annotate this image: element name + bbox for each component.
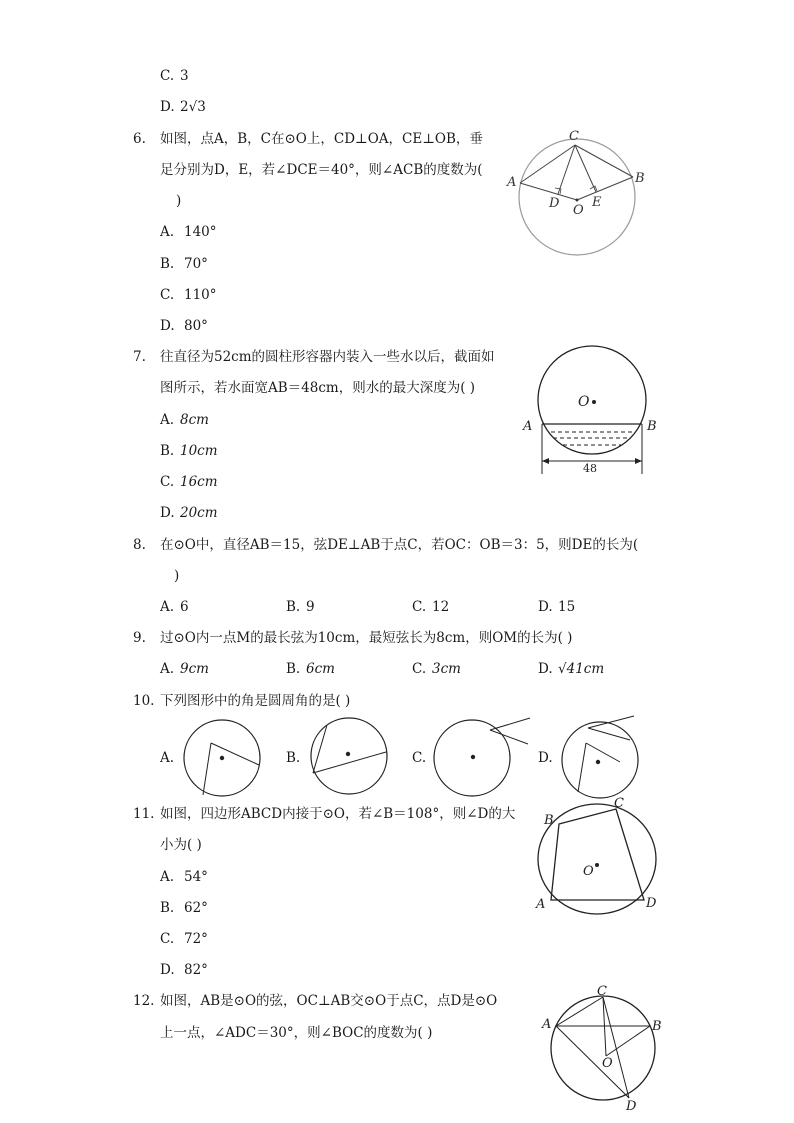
q6-right-angle-e (590, 186, 597, 191)
q12-label-b: B (652, 1019, 662, 1034)
q6-stem-line2: 足分别为D，E，若∠DCE＝40°，则∠ACB的度数为( (160, 162, 483, 178)
q7-number: 7. (133, 349, 146, 365)
q11-stem-line1: 如图，四边形ABCD内接于⊙O，若∠B＝108°，则∠D的大 (160, 806, 516, 822)
q10-stem-line1: 下列图形中的角是圆周角的是( ) (160, 693, 351, 709)
q6-option-c-value: 110° (184, 287, 217, 303)
q9-option-c-value: 3cm (432, 661, 461, 677)
q7-label-o: O (578, 394, 590, 410)
q11-stem-line2: 小为( ) (160, 837, 202, 853)
q10c-ray2 (490, 730, 528, 744)
q12-stem-line1: 如图，AB是⊙O的弦，OC⊥AB交⊙O于点C，点D是⊙O (160, 993, 498, 1009)
q7-option-d-value: 20cm (180, 505, 218, 521)
q6-option-b-letter: B. (160, 256, 175, 272)
q11-label-b: B (544, 813, 554, 828)
q5-option-d-value: 2√3 (180, 99, 206, 115)
q10b-center-dot (346, 752, 350, 756)
q6-label-c: C (569, 129, 579, 144)
q5-option-c-value: 3 (180, 68, 189, 84)
q7-option-c-letter: C. (160, 474, 175, 490)
q9-option-b-value: 6cm (306, 661, 335, 677)
q9-stem-line1: 过⊙O内一点M的最长弦为10cm，最短弦长为8cm，则OM的长为( ) (160, 630, 573, 646)
q11-figure (530, 795, 670, 915)
q7-option-a-letter: A. (160, 412, 175, 428)
q9-option-a-value: 9cm (180, 661, 209, 677)
q6-option-c-letter: C. (160, 287, 175, 303)
q11-number: 11. (133, 806, 155, 822)
q6-center-dot (576, 199, 579, 202)
q11-option-a-letter: A. (160, 869, 175, 885)
q9-option-c-letter: C. (412, 661, 427, 677)
q11-option-c-value: 72° (184, 931, 208, 947)
q10c-center-dot (471, 755, 475, 759)
q6-stem-line3: ) (176, 193, 182, 209)
q9-option-b-letter: B. (286, 661, 301, 677)
q6-label-d: D (549, 196, 560, 211)
q10-figure-d (558, 712, 648, 802)
q7-option-b-value: 10cm (180, 443, 218, 459)
q12-label-a: A (542, 1017, 552, 1032)
q10a-ray1 (203, 743, 211, 795)
q7-option-b-letter: B. (160, 443, 175, 459)
q8-option-b-letter: B. (286, 599, 301, 615)
q10-figure-c (430, 712, 535, 802)
q12-label-o: O (602, 1056, 613, 1071)
q6-number: 6. (133, 131, 146, 147)
q8-stem-line2: ) (174, 568, 180, 584)
q10a-center-dot (220, 756, 224, 760)
q10-option-d-letter: D. (538, 750, 553, 766)
q6-circle (519, 139, 635, 255)
q8-option-d-letter: D. (538, 599, 553, 615)
q9-option-a-letter: A. (160, 661, 175, 677)
q11-option-b-letter: B. (160, 900, 175, 916)
q7-option-d-letter: D. (160, 505, 175, 521)
q8-stem-line1: 在⊙O中，直径AB＝15，弦DE⊥AB于点C，若OC：OB＝3：5，则DE的长为( (160, 537, 639, 553)
q6-label-a: A (507, 175, 517, 190)
q5-option-c-letter: C. (160, 68, 175, 84)
q11-option-b-value: 62° (184, 900, 208, 916)
q10-figure-a (175, 718, 265, 802)
q7-stem-line2: 图所示，若水面宽AB＝48cm，则水的最大深度为( ) (160, 380, 476, 396)
q8-option-b-value: 9 (306, 599, 315, 615)
q9-option-d-letter: D. (538, 661, 553, 677)
q6-label-e: E (592, 195, 602, 210)
q8-option-a-letter: A. (160, 599, 175, 615)
q10d-inner-ray2 (586, 743, 620, 762)
q12-segment-cd (603, 997, 629, 1098)
q10-number: 10. (133, 693, 155, 709)
q8-option-d-value: 15 (558, 599, 576, 615)
q12-label-c: C (597, 984, 607, 999)
q12-label-d: D (626, 1099, 637, 1114)
q10b-circle (311, 718, 387, 794)
q6-label-o: O (573, 203, 584, 218)
q7-stem-line1: 往直径为52cm的圆柱形容器内装入一些水以后，截面如 (160, 349, 495, 365)
q11-option-d-letter: D. (160, 962, 175, 978)
q7-label-a: A (523, 419, 533, 434)
q6-option-b-value: 70° (184, 256, 208, 272)
q10c-ray1 (490, 718, 530, 730)
q11-option-d-value: 82° (184, 962, 208, 978)
q10-option-a-letter: A. (160, 750, 175, 766)
q6-figure (500, 125, 660, 265)
q6-option-d-letter: D. (160, 318, 175, 334)
q11-label-d: D (646, 896, 657, 911)
q6-radius-ob (577, 177, 633, 200)
q11-label-o: O (583, 864, 594, 879)
q11-label-c: C (614, 796, 624, 811)
q8-option-c-value: 12 (432, 599, 450, 615)
q9-option-d-value: √41cm (558, 661, 605, 677)
q7-dim-arrow-left (542, 458, 549, 464)
q12-segment-ob (606, 1026, 650, 1056)
q10d-inner-ray1 (578, 743, 586, 792)
q7-label-width: 48 (583, 462, 597, 475)
q10-option-b-letter: B. (286, 750, 301, 766)
q8-option-a-value: 6 (180, 599, 189, 615)
q8-number: 8. (133, 537, 146, 553)
q10-option-c-letter: C. (412, 750, 427, 766)
q7-dim-arrow-right (635, 458, 642, 464)
q6-option-d-value: 80° (184, 318, 208, 334)
q6-chord-cb (575, 145, 633, 177)
q12-stem-line2: 上一点，∠ADC＝30°，则∠BOC的度数为( ) (160, 1025, 433, 1041)
q11-option-c-letter: C. (160, 931, 175, 947)
q5-option-d-letter: D. (160, 99, 175, 115)
q10d-center-dot (596, 760, 600, 764)
q12-circle (551, 996, 655, 1100)
q10a-ray2 (211, 743, 259, 765)
q12-figure (538, 983, 668, 1113)
q6-option-a-letter: A. (160, 224, 175, 240)
q7-center-dot (592, 400, 596, 404)
q6-stem-line1: 如图，点A，B，C在⊙O上，CD⊥OA，CE⊥OB，垂 (160, 131, 483, 147)
q11-quadrilateral (551, 809, 644, 900)
q9-number: 9. (133, 630, 146, 646)
q7-label-b: B (647, 419, 657, 434)
q6-label-b: B (635, 171, 645, 186)
q6-segment-ce (575, 145, 596, 192)
q10d-circle (562, 722, 638, 798)
q8-option-c-letter: C. (412, 599, 427, 615)
q11-option-a-value: 54° (184, 869, 208, 885)
q11-center-dot (595, 863, 599, 867)
q7-option-a-value: 8cm (180, 412, 209, 428)
q6-chord-ac (520, 145, 575, 183)
q6-option-a-value: 140° (184, 224, 217, 240)
q11-label-a: A (536, 897, 546, 912)
q12-number: 12. (133, 993, 155, 1009)
q10-figure-b (302, 716, 397, 800)
q7-figure (515, 340, 665, 480)
q7-option-c-value: 16cm (180, 474, 218, 490)
q12-segment-ad (556, 1026, 629, 1098)
q6-segment-cd (558, 145, 575, 194)
